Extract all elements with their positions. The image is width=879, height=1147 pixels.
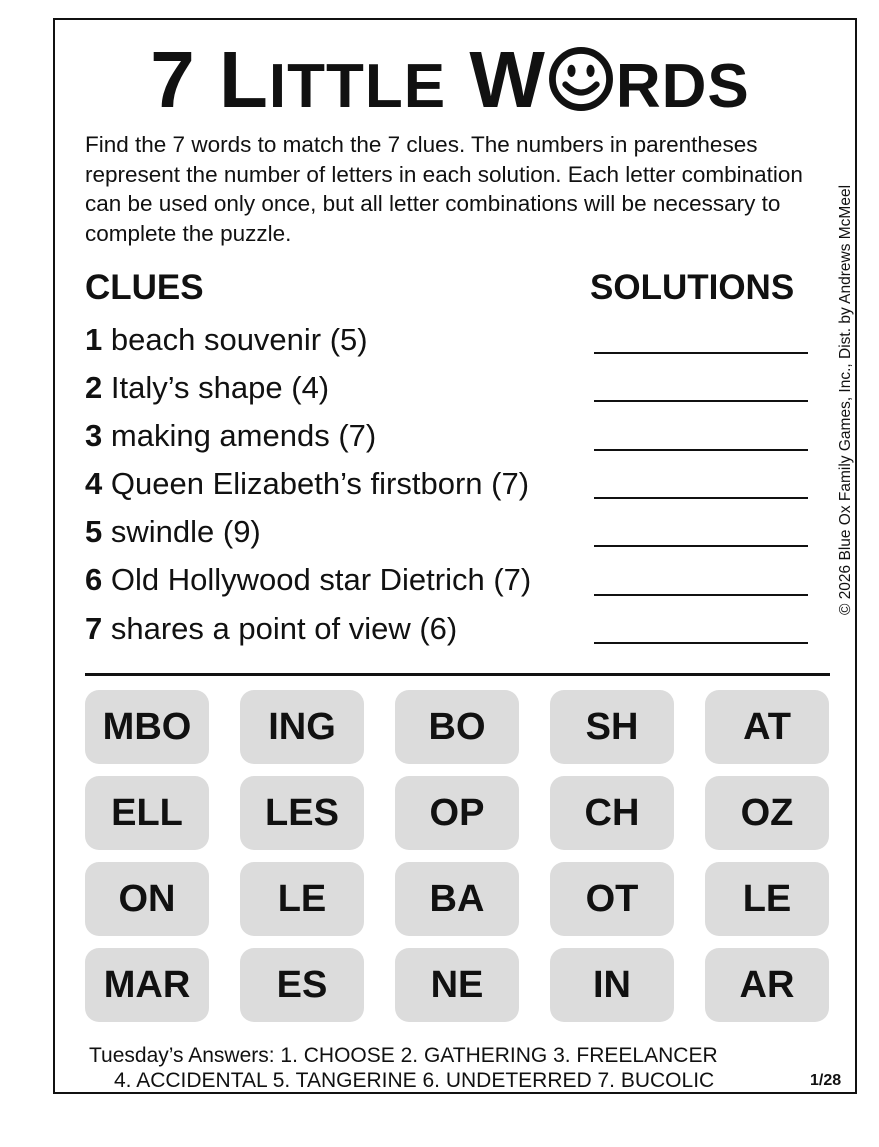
clue-text: shares a point of view (6) xyxy=(110,611,458,646)
clue-number: 4 xyxy=(85,466,103,501)
letter-tile[interactable]: BA xyxy=(395,862,519,936)
letter-tile[interactable]: MBO xyxy=(85,690,209,764)
letter-tile[interactable]: ELL xyxy=(85,776,209,850)
clue-6 xyxy=(85,562,531,598)
letter-tile[interactable]: AR xyxy=(705,948,829,1022)
clue-number: 5 xyxy=(85,514,103,549)
letter-tile[interactable]: LE xyxy=(240,862,364,936)
solution-blank-2[interactable] xyxy=(594,400,808,402)
clue-number: 7 xyxy=(85,611,103,646)
letter-tile[interactable]: LES xyxy=(240,776,364,850)
letter-tile[interactable]: AT xyxy=(705,690,829,764)
puzzle-title xyxy=(0,35,879,124)
instructions: Find the 7 words to match the 7 clues. The numbers in parentheses represent the number of letters in each solution. Each letter combination can be used only once, but all letter combinations will be necessary to complete the puzzle. xyxy=(85,132,803,246)
answers-line-2: 4. ACCIDENTAL 5. TANGERINE 6. UNDETERRED 7. BUCOLIC xyxy=(114,1069,715,1092)
clue-2 xyxy=(85,370,329,406)
section-divider xyxy=(85,673,830,676)
previous-answers xyxy=(89,1043,718,1093)
solution-blank-3[interactable] xyxy=(594,449,808,451)
letter-tile[interactable]: SH xyxy=(550,690,674,764)
answers-line-1: Tuesday’s Answers: 1. CHOOSE 2. GATHERING 3. FREELANCER xyxy=(89,1044,718,1067)
title-words-initial: W xyxy=(469,35,546,124)
clue-number: 3 xyxy=(85,418,103,453)
title-little-initial: L xyxy=(219,35,269,124)
clue-7 xyxy=(85,611,457,647)
letter-tile[interactable]: CH xyxy=(550,776,674,850)
letter-tile[interactable]: ES xyxy=(240,948,364,1022)
letter-tile[interactable]: OP xyxy=(395,776,519,850)
solution-blank-4[interactable] xyxy=(594,497,808,499)
title-little-rest: ITTLE xyxy=(268,52,447,121)
clue-text: Old Hollywood star Dietrich (7) xyxy=(110,562,532,597)
title-words-rest: RDS xyxy=(615,52,750,121)
clue-3 xyxy=(85,418,376,454)
solution-blank-7[interactable] xyxy=(594,642,808,644)
copyright-credit: © 2026 Blue Ox Family Games, Inc., Dist. by Andrews McMeel xyxy=(837,184,854,616)
letter-tile[interactable]: NE xyxy=(395,948,519,1022)
letter-tile[interactable]: BO xyxy=(395,690,519,764)
solutions-heading: SOLUTIONS xyxy=(590,268,795,307)
clue-4 xyxy=(85,466,529,502)
letter-tile[interactable]: LE xyxy=(705,862,829,936)
clues-heading: CLUES xyxy=(85,268,204,307)
letter-tile[interactable]: OT xyxy=(550,862,674,936)
solution-blank-6[interactable] xyxy=(594,594,808,596)
clue-number: 6 xyxy=(85,562,103,597)
letter-tile[interactable]: ING xyxy=(240,690,364,764)
smiley-icon xyxy=(547,45,615,113)
title-seven: 7 xyxy=(150,35,196,124)
clue-text: swindle (9) xyxy=(110,514,261,549)
puzzle-date: 1/28 xyxy=(810,1072,842,1089)
clue-text: making amends (7) xyxy=(110,418,377,453)
letter-tile[interactable]: OZ xyxy=(705,776,829,850)
letter-tile[interactable]: ON xyxy=(85,862,209,936)
clue-number: 1 xyxy=(85,322,103,357)
clue-text: beach souvenir (5) xyxy=(110,322,368,357)
letter-tile[interactable]: MAR xyxy=(85,948,209,1022)
clue-1 xyxy=(85,322,368,358)
letter-tile[interactable]: IN xyxy=(550,948,674,1022)
clue-text: Italy’s shape (4) xyxy=(110,370,330,405)
clue-number: 2 xyxy=(85,370,103,405)
solution-blank-1[interactable] xyxy=(594,352,808,354)
clue-5 xyxy=(85,514,261,550)
clue-text: Queen Elizabeth’s firstborn (7) xyxy=(110,466,530,501)
solution-blank-5[interactable] xyxy=(594,545,808,547)
